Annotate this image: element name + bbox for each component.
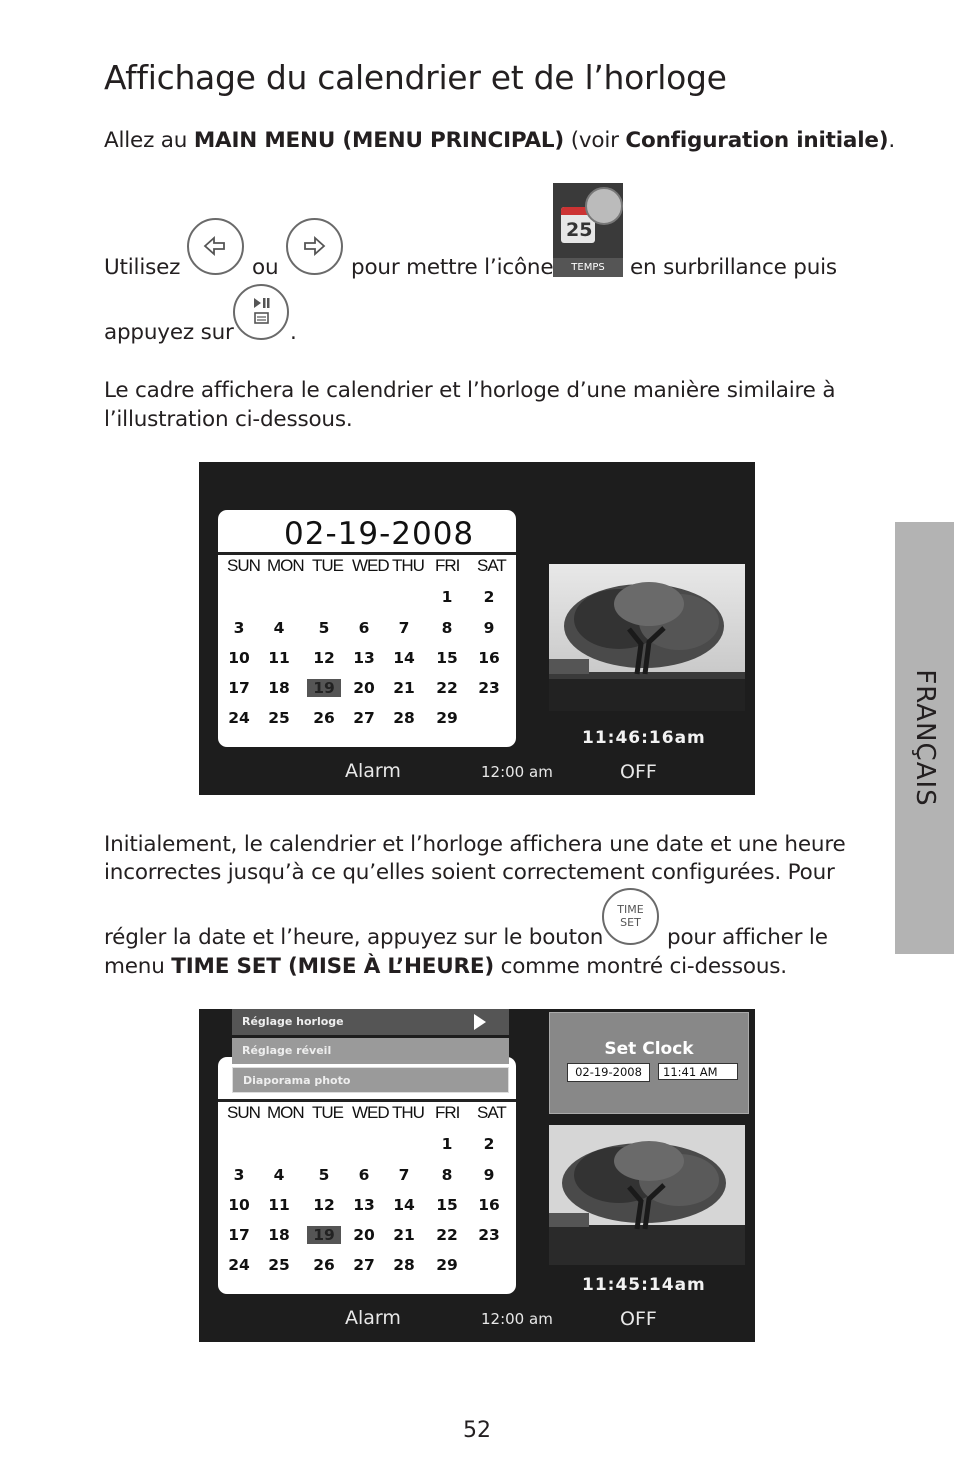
calendar-day[interactable]: 27	[353, 709, 375, 727]
calendar-day[interactable]: 7	[398, 619, 410, 637]
calendar-day[interactable]: 5	[318, 619, 330, 637]
para3-line1: Initialement, le calendrier et l’horloge affichera une date et une heure	[104, 832, 846, 857]
calendar-day[interactable]: 9	[483, 619, 495, 637]
calendar-day[interactable]: 12	[313, 649, 335, 667]
intro-end: .	[888, 128, 896, 153]
calendar-day[interactable]: 8	[441, 619, 453, 637]
calendar-day[interactable]: 27	[353, 1256, 375, 1274]
dow-sat: SAT	[477, 556, 506, 575]
calendar-date: 02-19-2008	[284, 516, 475, 552]
alarm-label-2: Alarm	[345, 1307, 401, 1329]
main-menu-ref: MAIN MENU (MENU PRINCIPAL)	[193, 128, 565, 153]
dow-fri: FRI	[435, 1103, 460, 1122]
calendar-day[interactable]: 23	[478, 679, 500, 697]
calendar-day[interactable]: 13	[353, 1196, 375, 1214]
time-set-button-icon	[602, 888, 659, 945]
calendar-day[interactable]: 11	[268, 649, 290, 667]
calendar-day[interactable]: 18	[268, 679, 290, 697]
set-clock-date-field[interactable]: 02-19-2008	[567, 1063, 650, 1082]
calendar-day[interactable]: 15	[436, 649, 458, 667]
para3-line3b: pour afficher le	[667, 925, 828, 950]
page-number: 52	[463, 1418, 491, 1443]
alarm-time-2: 12:00 am	[481, 1310, 553, 1328]
nav-appuyez: appuyez sur	[104, 320, 234, 345]
dow-tue: TUE	[312, 556, 343, 575]
calendar-day[interactable]: 13	[353, 649, 375, 667]
calendar-day[interactable]: 16	[478, 649, 500, 667]
clock-time-2: 11:45:14am	[582, 1275, 706, 1295]
calendar-day[interactable]: 19	[307, 1226, 341, 1244]
language-label: FRANÇAIS	[909, 669, 940, 807]
calendar-day[interactable]: 12	[313, 1196, 335, 1214]
calendar-day[interactable]: 2	[483, 588, 495, 606]
calendar-day[interactable]: 11	[268, 1196, 290, 1214]
calendar-day[interactable]: 1	[441, 1135, 453, 1153]
intro-mid: (voir	[564, 128, 626, 153]
calendar-day[interactable]: 16	[478, 1196, 500, 1214]
dow-tue: TUE	[312, 1103, 343, 1122]
alarm-time: 12:00 am	[481, 763, 553, 781]
calendar-day[interactable]: 10	[228, 649, 250, 667]
calendar-day[interactable]: 21	[393, 1226, 415, 1244]
calendar-day[interactable]: 14	[393, 649, 415, 667]
calendar-day[interactable]: 10	[228, 1196, 250, 1214]
calendar-panel	[218, 510, 516, 747]
dow-sun: SUN	[227, 556, 260, 575]
intro-pre: Allez au	[104, 128, 194, 153]
calendar-day[interactable]: 3	[233, 1166, 245, 1184]
alarm-state: OFF	[620, 761, 657, 783]
menu-item-alarm-label: Réglage réveil	[242, 1044, 332, 1057]
time-set-line1: TIME	[617, 903, 644, 916]
calendar-day[interactable]: 7	[398, 1166, 410, 1184]
dow-wed: WED	[352, 1103, 389, 1122]
calendar-day[interactable]: 24	[228, 1256, 250, 1274]
calendar-screen-1	[199, 462, 755, 795]
menu-item-clock[interactable]	[232, 1009, 509, 1035]
alarm-label: Alarm	[345, 760, 401, 782]
play-arrow-icon	[473, 1013, 487, 1031]
calendar-day[interactable]: 9	[483, 1166, 495, 1184]
calendar-day[interactable]: 28	[393, 1256, 415, 1274]
calendar-day[interactable]: 4	[273, 1166, 285, 1184]
para3-line4	[104, 952, 787, 981]
temps-icon	[553, 183, 623, 277]
calendar-day[interactable]: 2	[483, 1135, 495, 1153]
set-clock-title: Set Clock	[604, 1039, 694, 1059]
calendar-day[interactable]: 22	[436, 1226, 458, 1244]
calendar-day[interactable]: 17	[228, 679, 250, 697]
calendar-day[interactable]: 26	[313, 1256, 335, 1274]
calendar-day[interactable]: 23	[478, 1226, 500, 1244]
calendar-day[interactable]: 18	[268, 1226, 290, 1244]
menu-item-slideshow[interactable]	[232, 1067, 509, 1093]
dow-thu: THU	[392, 1103, 424, 1122]
nav-surbrillance: en surbrillance puis	[630, 255, 837, 280]
nav-utilisez: Utilisez	[104, 255, 181, 280]
calendar-day[interactable]: 22	[436, 679, 458, 697]
calendar-day[interactable]: 20	[353, 679, 375, 697]
dow-thu: THU	[392, 556, 424, 575]
dow-fri: FRI	[435, 556, 460, 575]
para3-line4a: menu	[104, 954, 172, 979]
dow-sun: SUN	[227, 1103, 260, 1122]
calendar-day[interactable]: 17	[228, 1226, 250, 1244]
temps-icon-label: TEMPS	[553, 258, 623, 277]
time-set-menu-ref: TIME SET (MISE À L’HEURE)	[171, 954, 494, 979]
menu-item-clock-label: Réglage horloge	[242, 1015, 344, 1028]
tree-photo	[549, 564, 745, 711]
temps-icon-number: 25	[566, 219, 593, 241]
para3-line4c: comme montré ci-dessous.	[493, 954, 787, 979]
nav-dot: .	[290, 320, 297, 345]
calendar-day[interactable]: 1	[441, 588, 453, 606]
calendar-day[interactable]: 4	[273, 619, 285, 637]
left-arrow-button-icon	[187, 218, 244, 275]
intro-paragraph	[104, 126, 895, 155]
dow-sat: SAT	[477, 1103, 506, 1122]
para3-line3a: régler la date et l’heure, appuyez sur le bouton	[104, 925, 604, 950]
calendar-day[interactable]: 15	[436, 1196, 458, 1214]
language-side-tab	[895, 522, 954, 954]
calendar-day[interactable]: 21	[393, 679, 415, 697]
play-pause-button-icon	[233, 284, 289, 340]
calendar-day[interactable]: 8	[441, 1166, 453, 1184]
calendar-day[interactable]: 29	[436, 1256, 458, 1274]
calendar-day[interactable]: 20	[353, 1226, 375, 1244]
alarm-state-2: OFF	[620, 1308, 657, 1330]
dow-wed: WED	[352, 556, 389, 575]
dow-mon: MON	[267, 1103, 304, 1122]
dow-mon: MON	[267, 556, 304, 575]
nav-mettre: pour mettre l’icône	[351, 255, 554, 280]
calendar-day[interactable]: 26	[313, 709, 335, 727]
calendar-day[interactable]: 19	[307, 679, 341, 697]
clock-time: 11:46:16am	[582, 728, 706, 748]
calendar-day[interactable]: 6	[358, 619, 370, 637]
config-ref: Configuration initiale)	[625, 128, 889, 153]
calendar-day[interactable]: 24	[228, 709, 250, 727]
menu-item-alarm[interactable]	[232, 1038, 509, 1064]
page-title: Affichage du calendrier et de l’horloge	[104, 58, 727, 97]
calendar-day[interactable]: 14	[393, 1196, 415, 1214]
para2-line2: l’illustration ci-dessous.	[104, 407, 353, 432]
right-arrow-button-icon	[286, 218, 343, 275]
time-set-line2: SET	[620, 916, 641, 929]
nav-ou: ou	[252, 255, 279, 280]
para3-line2: incorrectes jusqu’à ce qu’elles soient correctement configurées. Pour	[104, 860, 835, 885]
calendar-day[interactable]: 5	[318, 1166, 330, 1184]
calendar-day[interactable]: 25	[268, 1256, 290, 1274]
set-clock-panel	[549, 1012, 749, 1114]
calendar-day[interactable]: 29	[436, 709, 458, 727]
tree-photo-2	[549, 1125, 745, 1265]
calendar-day[interactable]: 6	[358, 1166, 370, 1184]
calendar-day[interactable]: 28	[393, 709, 415, 727]
para2-line1: Le cadre affichera le calendrier et l’horloge d’une manière similaire à	[104, 378, 836, 403]
clock-icon	[585, 187, 623, 225]
calendar-day[interactable]: 25	[268, 709, 290, 727]
calendar-day[interactable]: 3	[233, 619, 245, 637]
set-clock-time-field[interactable]: 11:41 AM	[658, 1063, 738, 1080]
menu-item-slideshow-label: Diaporama photo	[243, 1074, 351, 1087]
